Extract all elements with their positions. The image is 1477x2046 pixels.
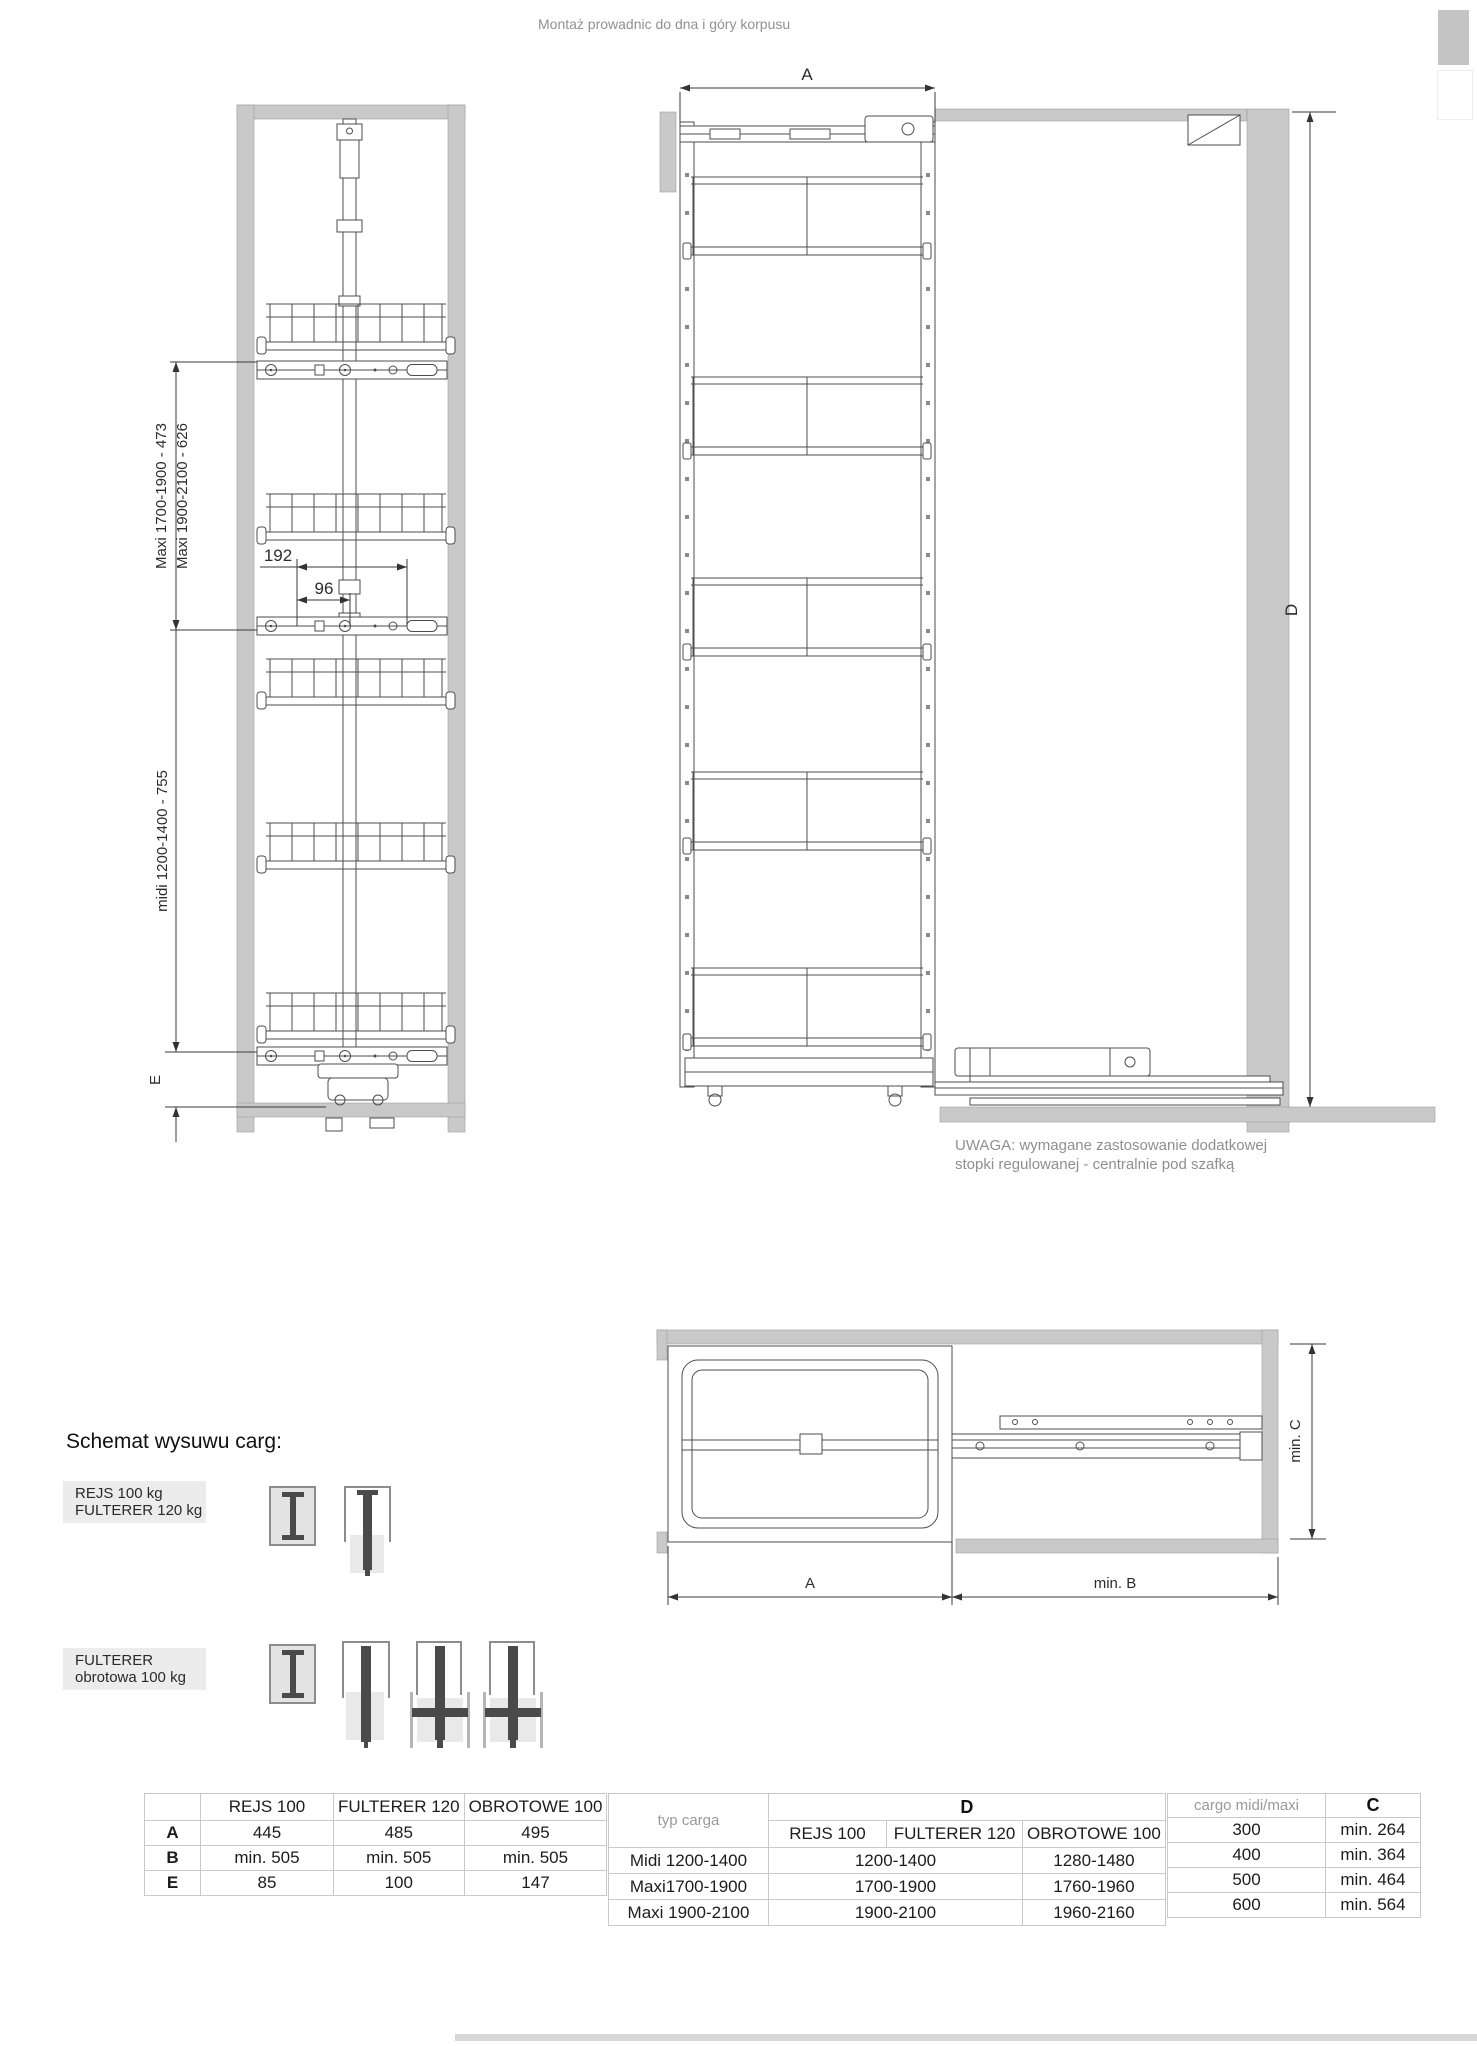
table-cell: 485 — [334, 1821, 465, 1846]
dim-min-c-label: min. C — [1287, 1419, 1304, 1463]
dim-192-label: 192 — [263, 546, 293, 565]
footer-divider — [455, 2034, 1477, 2041]
typ-carga-header: typ carga — [609, 1794, 769, 1848]
col-header-rejs: REJS 100 — [201, 1794, 334, 1821]
d-header: D — [769, 1794, 1166, 1821]
table-cell: 85 — [201, 1871, 334, 1896]
slide-upper-rail — [1000, 1416, 1262, 1429]
table-cell: min. 564 — [1326, 1893, 1421, 1918]
cargo-retracted-icon — [270, 1487, 315, 1545]
plan-top-wall — [657, 1330, 1278, 1344]
uwaga-note — [955, 1136, 1355, 1174]
table-cell: min. 505 — [464, 1846, 607, 1871]
page-title: Montaż prowadnic do dna i góry korpusu — [538, 16, 791, 32]
table-cell: 1760-1960 — [1023, 1874, 1166, 1900]
dim-96-label: 96 — [314, 579, 334, 598]
table-cell: 1200-1400 — [769, 1848, 1023, 1874]
table-row — [1168, 1893, 1421, 1918]
table-row — [609, 1900, 1166, 1926]
c-header: C — [1326, 1794, 1421, 1818]
plan-bottom-wall — [956, 1539, 1278, 1553]
table-cell: 500 — [1168, 1868, 1326, 1893]
table-cell: min. 464 — [1326, 1868, 1421, 1893]
col-header-fulterer: FULTERER 120 — [334, 1794, 465, 1821]
dim-min-b-label: min. B — [1093, 1575, 1137, 1592]
table-row — [609, 1874, 1166, 1900]
corner-tab-outline — [1437, 70, 1473, 120]
table-row — [1168, 1843, 1421, 1868]
subcol-header-obrotowe: OBROTOWE 100 — [1023, 1821, 1166, 1848]
left-channel — [680, 122, 694, 1087]
right-elevation-drawing — [640, 60, 1440, 1135]
row-label: Midi 1200-1400 — [609, 1848, 769, 1874]
schema-label-fulterer — [63, 1648, 206, 1690]
dim-maxi-473-label: Maxi 1700-1900 - 473 — [153, 423, 170, 569]
table-cell: 445 — [201, 1821, 334, 1846]
dim-maxi-626-label: Maxi 1900-2100 - 626 — [174, 423, 191, 569]
table-row — [145, 1821, 607, 1846]
schema-label-rejs — [63, 1481, 206, 1523]
corner-tab — [1438, 10, 1469, 65]
floor-slide-carriage — [955, 1048, 1150, 1076]
table-cell: min. 264 — [1326, 1818, 1421, 1843]
dim-midi-755-label: midi 1200-1400 - 755 — [154, 770, 171, 912]
row-label: Maxi1700-1900 — [609, 1874, 769, 1900]
uwaga-note-line1: UWAGA: wymagane zastosowanie dodatkowej — [955, 1137, 1268, 1154]
table-cell: 1280-1480 — [1023, 1848, 1166, 1874]
table-cell: min. 364 — [1326, 1843, 1421, 1868]
cargo-header: cargo midi/maxi — [1168, 1794, 1326, 1818]
schema-label-fulterer-line1: FULTERER — [75, 1652, 154, 1669]
table-cell: 495 — [464, 1821, 607, 1846]
cabinet-bottom-panel — [237, 1103, 465, 1117]
uwaga-note-line2: stopki regulowanej - centralnie pod szafką — [955, 1156, 1235, 1173]
rotary-rotated-icon-2 — [483, 1642, 543, 1748]
table-cell: min. 505 — [334, 1846, 465, 1871]
plan-right-wall — [1262, 1330, 1278, 1553]
cargo-c-table — [1167, 1793, 1421, 1918]
table-row — [145, 1846, 607, 1871]
schema-label-fulterer-line2: obrotowa 100 kg — [75, 1669, 186, 1686]
table-cell: 1700-1900 — [769, 1874, 1023, 1900]
table-cell: 1900-2100 — [769, 1900, 1023, 1926]
dim-e-label: E — [147, 1074, 164, 1086]
slide-lower-rail — [952, 1434, 1262, 1458]
subcol-header-rejs: REJS 100 — [769, 1821, 887, 1848]
schema-label-rejs-line1: REJS 100 kg — [75, 1485, 163, 1502]
rotary-rotated-icon-1 — [410, 1642, 470, 1748]
table-cell: 600 — [1168, 1893, 1326, 1918]
wall-stub-top-left — [660, 112, 676, 192]
table-row — [1168, 1868, 1421, 1893]
row-label: E — [145, 1871, 201, 1896]
table-cell: 1960-2160 — [1023, 1900, 1166, 1926]
cabinet-right-wall — [448, 105, 465, 1132]
dim-a-label: A — [801, 65, 813, 84]
right-channel — [921, 122, 935, 1087]
schema-label-rejs-line2: FULTERER 120 kg — [75, 1502, 203, 1519]
row-label: A — [145, 1821, 201, 1846]
rotary-extended-icon — [343, 1642, 389, 1748]
table-cell: 300 — [1168, 1818, 1326, 1843]
dim-plan-a-label: A — [804, 1575, 816, 1592]
table-cell: min. 505 — [201, 1846, 334, 1871]
table-row — [1168, 1818, 1421, 1843]
dim-d-label: D — [1282, 603, 1301, 617]
row-label: Maxi 1900-2100 — [609, 1900, 769, 1926]
cabinet-top-panel — [237, 105, 465, 119]
typ-carga-table — [608, 1793, 1166, 1926]
row-label: B — [145, 1846, 201, 1871]
cabinet-left-wall — [237, 105, 254, 1132]
table-cell: 147 — [464, 1871, 607, 1896]
table-row — [145, 1871, 607, 1896]
table-cell — [145, 1794, 201, 1821]
table-cell: 400 — [1168, 1843, 1326, 1868]
schema-heading: Schemat wysuwu carg: — [66, 1430, 282, 1453]
floor-strip — [940, 1107, 1435, 1122]
subcol-header-fulterer: FULTERER 120 — [887, 1821, 1023, 1848]
plan-view-drawing — [650, 1320, 1350, 1620]
cargo-extended-icon — [345, 1487, 390, 1576]
cabinet-side-wall — [1247, 109, 1289, 1132]
left-elevation-drawing — [140, 70, 470, 1145]
rotary-retracted-icon — [270, 1645, 315, 1703]
table-row — [609, 1848, 1166, 1874]
col-header-obrotowe: OBROTOWE 100 — [464, 1794, 607, 1821]
table-cell: 100 — [334, 1871, 465, 1896]
pullout-schematic-icons — [250, 1480, 560, 1760]
dims-table — [144, 1793, 607, 1896]
